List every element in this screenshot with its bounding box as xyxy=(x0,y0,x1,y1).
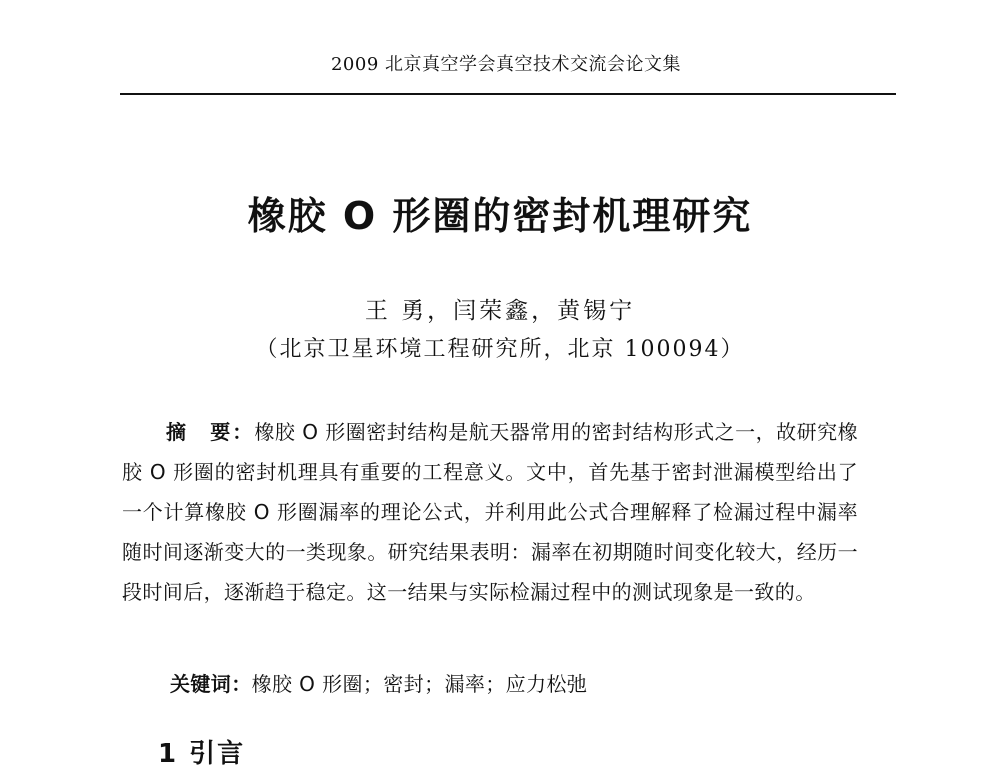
section-heading-introduction: 1 引言 xyxy=(158,739,246,769)
abstract-label: 摘 要： xyxy=(166,420,255,444)
keywords-text: 橡胶 O 形圈；密封；漏率；应力松弛 xyxy=(251,672,588,696)
keywords-label: 关键词： xyxy=(170,672,252,696)
header-rule xyxy=(120,93,896,95)
running-header: 2009 北京真空学会真空技术交流会论文集 xyxy=(330,54,682,75)
abstract-text: 橡胶 O 形圈密封结构是航天器常用的密封结构形式之一，故研究橡胶 O 形圈的密封机理具有重要的工程意义。文中，首先基于密封泄漏模型给出了一个计算橡胶 O 形圈漏率的理论公式，并利用此公式合理解释了检漏过程中漏率随时间逐渐变大的一类现象。研究结果表明：漏率在初期随时间变化较大，经历一段时间后，逐渐趋于稳定。这一结果与实际检漏过程中的测试现象是一致的。 xyxy=(122,420,859,604)
paper-title: 橡胶 O 形圈的密封机理研究 xyxy=(247,194,753,238)
abstract xyxy=(122,412,858,612)
keywords xyxy=(170,668,587,697)
authors: 王 勇，闫荣鑫，黄锡宁 xyxy=(364,298,636,324)
affiliation: （北京卫星环境工程研究所，北京 100094） xyxy=(255,337,745,362)
